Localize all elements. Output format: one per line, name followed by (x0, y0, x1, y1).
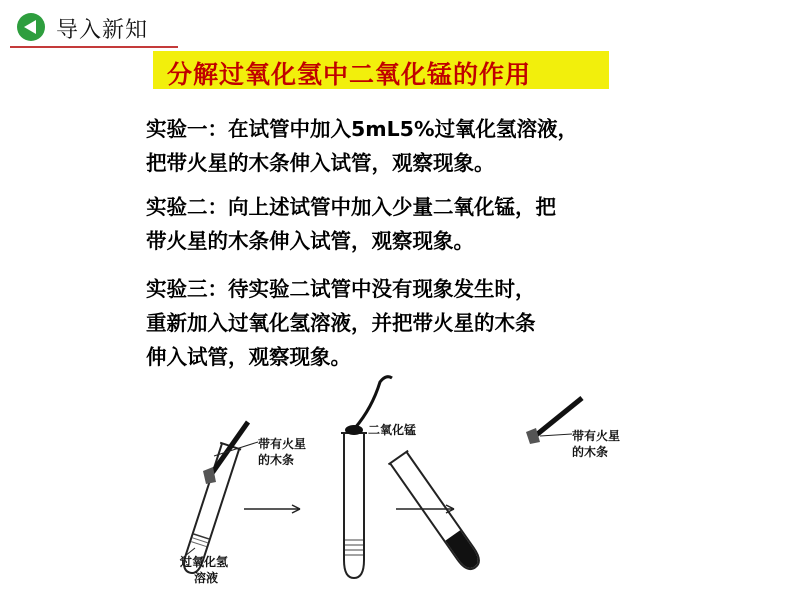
splint-label-3-line-1: 带有火星 (572, 429, 621, 443)
back-arrow-icon[interactable] (16, 12, 46, 42)
label-leader-3 (540, 434, 572, 436)
solution-label (180, 554, 228, 586)
test-tube-2 (341, 433, 367, 578)
header-divider (10, 46, 178, 48)
arrow-1 (244, 505, 300, 513)
experiment-3 (146, 272, 536, 374)
experiment-3-line-3: 伸入试管，观察现象。 (146, 345, 351, 369)
solution-label-line-2: 溶液 (194, 571, 219, 585)
splint-label-1-line-1: 带有火星 (258, 437, 307, 451)
experiment-3-line-2: 重新加入过氧化氢溶液，并把带火星的木条 (146, 311, 536, 335)
slide-header (0, 0, 794, 48)
slide-title: 分解过氧化氢中二氧化锰的作用 (167, 60, 532, 89)
test-tube-illustration (0, 370, 794, 596)
experiment-2 (146, 190, 556, 258)
mno2-label: 二氧化锰 (368, 423, 417, 437)
solution-label-line-1: 过氧化氢 (180, 555, 229, 569)
experiment-diagram (0, 370, 794, 596)
experiment-2-line-1: 实验二：向上述试管中加入少量二氧化锰，把 (146, 195, 556, 219)
experiment-2-line-2: 带火星的木条伸入试管，观察现象。 (146, 229, 474, 253)
glowing-splint-1 (203, 422, 248, 484)
experiment-1 (146, 112, 578, 180)
experiment-1-line-2: 把带火星的木条伸入试管，观察现象。 (146, 151, 495, 175)
test-tube-3 (388, 451, 485, 575)
splint-label-3 (572, 428, 620, 460)
experiment-3-line-1: 实验三：待实验二试管中没有现象发生时， (146, 277, 536, 301)
splint-label-1-line-2: 的木条 (258, 453, 295, 467)
section-title: 导入新知 (56, 18, 149, 43)
splint-label-3-line-2: 的木条 (572, 445, 609, 459)
splint-label-1 (258, 436, 306, 468)
experiment-1-line-1: 实验一：在试管中加入5mL5%过氧化氢溶液， (146, 117, 578, 141)
